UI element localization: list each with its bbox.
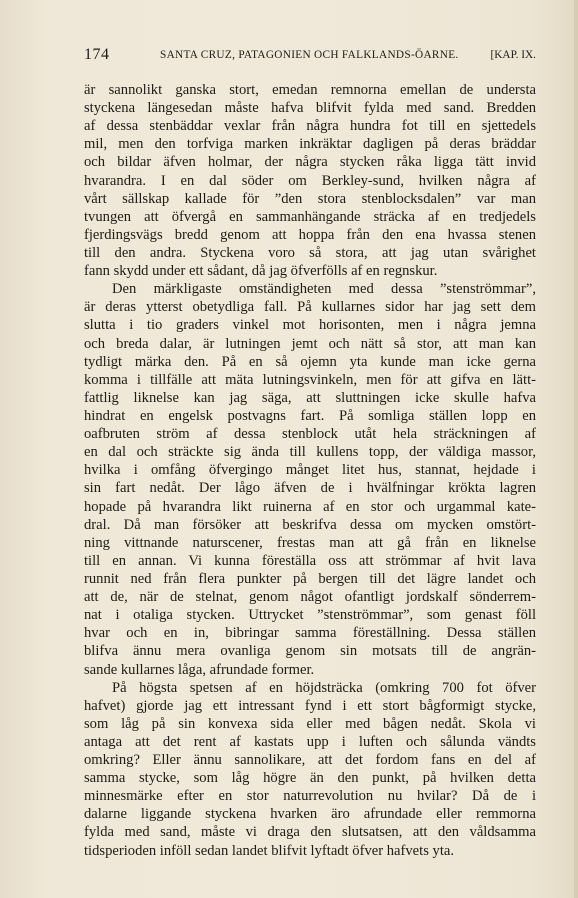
text-line: är sannolikt ganska stort, emedan remnorna emellan de understa (84, 82, 536, 98)
text-line: samma stycke, som låg högre än den punkt, på hvilken detta (84, 770, 536, 787)
page-edge (574, 0, 578, 898)
text-line: sande kullarnes låga, afrundade former. (84, 661, 315, 678)
text-line: antaga att det rent af kastats upp i luften och sålunda vändts (84, 733, 536, 750)
text-line: nat i otaliga stycken. Uttrycket ”stenströmmar”, som genast föll (84, 607, 536, 624)
text-line: På högsta spetsen af en höjdsträcka (omkring 700 fot öfver (112, 679, 536, 696)
text-line: och breda dalar, är lutningen jemt och nätt så stor, att man kan (84, 335, 536, 352)
text-line: är deras ytterst obetydliga fall. På kullarnes sidor har jag sett dem (84, 299, 536, 316)
text-line: minnesmärke efter en stor naturrevolution nu hvilar? Då de i (84, 788, 536, 805)
text-line: hvar och en in, bibringar samma föreställning. Dessa ställen (84, 625, 536, 642)
text-line: omkring? Eller ännu sannolikare, att det fordom fans en del af (84, 752, 536, 769)
text-line: mil, men den torfviga marken inkräktar dagligen på deras bräddar (84, 136, 536, 153)
text-line: vårt sällskap kallade för ”den stora stenblocksdalen” var man (84, 190, 536, 207)
text-line: ning vittnande naturscener, frestas man att gå från en liknelse (84, 534, 536, 551)
text-line: fylda med sand, måste vi draga den slutsatsen, att den våldsamma (84, 824, 536, 841)
text-line: blifva ännu mera ovanliga genom sin motsats till de angrän- (84, 643, 536, 660)
text-line: fattlig liknelse kan jag säga, att sluttningen icke skulle hafva (84, 389, 536, 406)
text-line: och bildar äfven holmar, der några stycken råka ligga tätt invid (84, 154, 536, 171)
text-line: hindrat en engelsk postvagns fart. På somliga ställen lopp en (84, 407, 536, 424)
page-number: 174 (84, 46, 110, 63)
text-line: till en annan. Vi kunna föreställa oss att strömmar af hvit lava (84, 552, 536, 569)
text-line: komma i tillfälle att mäta lutningsvinkeln, men för att gifva en lätt- (84, 371, 536, 388)
text-line: styckena längesedan måste hafva blifvit fylda med sand. Bredden (84, 100, 536, 117)
page-header (84, 46, 536, 68)
text-line: Den märkligaste omständigheten med dessa ”stenströmmar”, (112, 281, 536, 298)
text-line: oafbruten ström af dessa stenblock utåt hela sträckningen af (84, 426, 536, 443)
text-line: fann skydd under ett sådant, då jag öfverfölls af en regnskur. (84, 263, 438, 280)
text-line: hafvet) gjorde jag ett intressant fynd i ett stort bågformigt stycke, (84, 697, 536, 714)
text-line: dalarne liggande styckena hvarken äro afrundade eller remmorna (84, 806, 536, 823)
chapter-reference: [KAP. IX. (490, 49, 536, 61)
text-line: fjerdingsvägs bredd genom att hoppa från den ena hvassa stenen (84, 226, 536, 243)
text-line: till den andra. Styckena voro så stora, att jag utan svårighet (84, 244, 536, 261)
text-line: tydligt märka den. På en så ojemn yta kunde man icke gerna (84, 353, 536, 370)
text-line: hopade på hvarandra likt ruinerna af en stor och urgammal kate- (84, 498, 536, 515)
text-line: tidsperioden inföll sedan landet blifvit lyftadt öfver hafvets yta. (84, 842, 455, 859)
text-line: dral. Då man försöker att beskrifva dessa om mycken omstört- (84, 516, 536, 533)
text-line: en dal och sträckte sig ända till kullens topp, der väldiga massor, (84, 444, 536, 461)
text-line: tvungen att öfvergå en sammanhängande sträcka af en tredjedels (84, 208, 536, 225)
text-line: att de, när de stelnat, genom något ofantligt jordskalf sönderrem- (84, 589, 536, 606)
body-text (84, 81, 536, 860)
text-line: som låg på sin konvexa sida eller med bågen nedåt. Skola vi (84, 715, 536, 732)
text-line: slutta i tio graders vinkel mot horisonten, men i några jemna (84, 317, 536, 334)
text-line: af dessa stenbäddar vexlar från några hundra fot till en sjettedels (84, 118, 536, 135)
text-line: runnit ned från flera punkter på bergen till det lägre landet och (84, 570, 536, 587)
text-line: hvilka i omfång öfvergingo månget litet hus, stannat, hejdade i (84, 462, 536, 479)
text-line: sin fart nedåt. Der lågo äfven de i hvälfningar krökta lagren (84, 480, 536, 497)
running-title: SANTA CRUZ, PATAGONIEN OCH FALKLANDS-ÖARNE. (160, 49, 459, 61)
text-line: hvarandra. I en dal söder om Berkley-sund, hvilken några af (84, 172, 536, 189)
